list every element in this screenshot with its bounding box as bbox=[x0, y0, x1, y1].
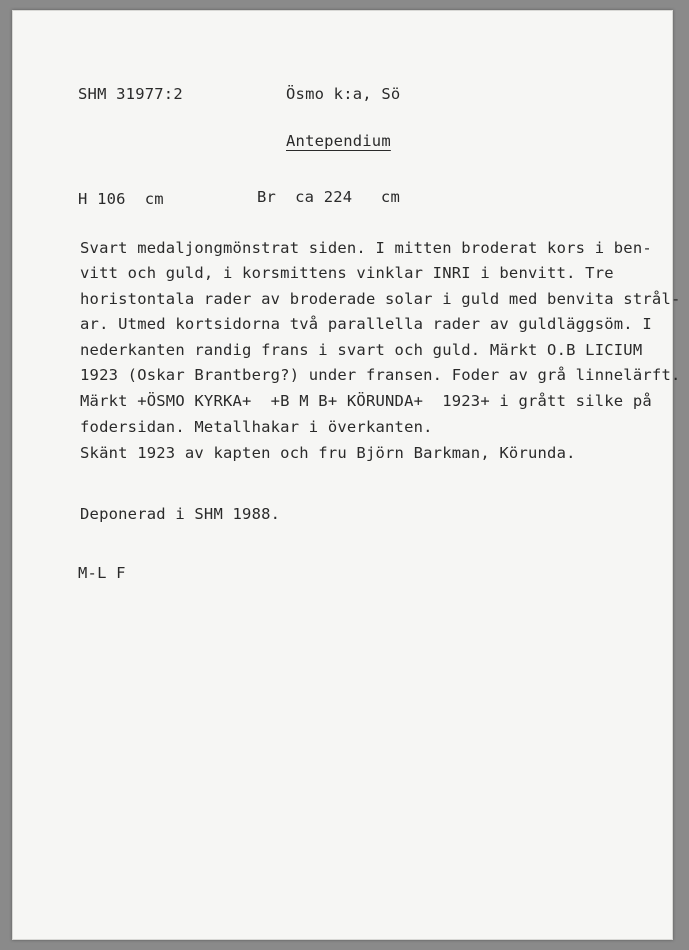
description-line-3: horistontala rader av broderade solar i guld med benvita strål- bbox=[80, 290, 681, 308]
deposit-note: Deponerad i SHM 1988. bbox=[80, 505, 281, 523]
description-line-2: vitt och guld, i korsmittens vinklar INRI i benvitt. Tre bbox=[80, 264, 614, 282]
description-line-7: Märkt +ÖSMO KYRKA+ +B M B+ KÖRUNDA+ 1923+ i grått silke på bbox=[80, 392, 652, 410]
description-line-6: 1923 (Oskar Brantberg?) under fransen. Foder av grå linnelärft. bbox=[80, 366, 681, 384]
dimension-height: H 106 cm bbox=[78, 190, 164, 208]
catalog-number: SHM 31977:2 bbox=[78, 85, 183, 103]
description-line-1: Svart medaljongmönstrat siden. I mitten broderat kors i ben- bbox=[80, 239, 652, 257]
catalog-card bbox=[12, 10, 681, 940]
object-title: Antependium bbox=[286, 132, 391, 150]
dimension-width: Br ca 224 cm bbox=[257, 188, 400, 206]
signature-initials: M-L F bbox=[78, 564, 126, 582]
description-line-5: nederkanten randig frans i svart och guld. Märkt O.B LICIUM bbox=[80, 341, 643, 359]
description-line-8: fodersidan. Metallhakar i överkanten. bbox=[80, 418, 433, 436]
description-line-4: ar. Utmed kortsidorna två parallella rader av guldläggsöm. I bbox=[80, 315, 652, 333]
location: Ösmo k:a, Sö bbox=[286, 85, 401, 103]
description-line-9: Skänt 1923 av kapten och fru Björn Barkman, Körunda. bbox=[80, 444, 576, 462]
